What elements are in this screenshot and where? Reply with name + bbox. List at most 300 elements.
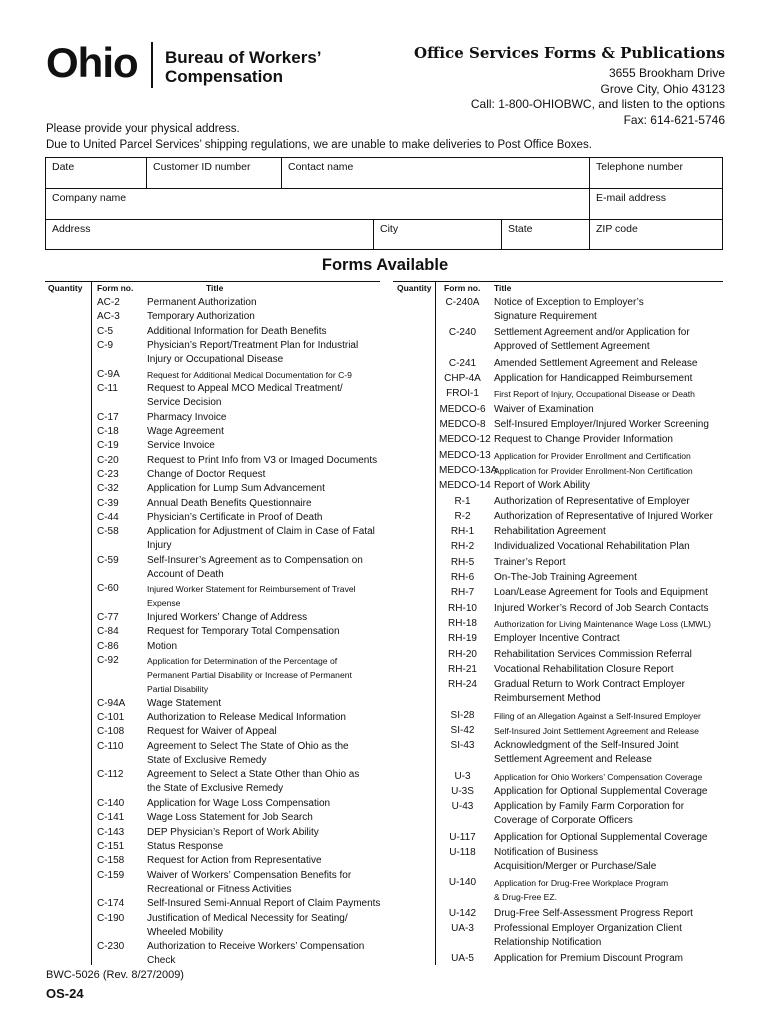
form-row [97, 640, 382, 654]
form-title-line: Authorization to Receive Workers’ Compensation [147, 941, 365, 953]
form-title-line: Permanent Partial Disability or Increase of Permanent [147, 670, 352, 680]
form-row [97, 296, 382, 310]
form-title-line: Wage Agreement [147, 425, 224, 437]
form-title-line: Self-Insurer’s Agreement as to Compensation on [147, 554, 363, 566]
form-title [147, 940, 364, 968]
form-title [147, 310, 255, 324]
form-title-line: Wheeled Mobility [147, 926, 224, 938]
company-name-field[interactable] [46, 189, 590, 220]
form-number: U-118 [449, 846, 476, 858]
form-row [439, 922, 724, 952]
form-number: RH-21 [448, 663, 477, 675]
form-title-line: Acknowledgment of the Self-Insured Joint [494, 740, 679, 752]
form-number: SI-28 [450, 709, 475, 721]
instruction-line-2: Due to United Parcel Services’ shipping regulations, we are unable to make deliveries to Post Office Boxes. [46, 139, 592, 151]
form-title [494, 907, 693, 921]
form-number: MEDCO-8 [439, 419, 486, 430]
form-row [439, 952, 724, 967]
form-number: C-77 [97, 611, 119, 623]
form-title-line: Account of Death [147, 568, 224, 580]
form-title-line: Application for Provider Enrollment and Certification [494, 450, 691, 461]
fax-line: Fax: 614-621-5746 [623, 112, 725, 127]
form-title-line: Recreational or Fitness Activities [147, 883, 292, 895]
form-title-line: Notice of Exception to Employer’s [494, 297, 644, 308]
form-title-line: Professional Employer Organization Client [494, 922, 682, 934]
form-number: C-20 [97, 454, 119, 466]
form-number: C-143 [97, 826, 125, 838]
form-row [97, 854, 382, 868]
form-title-line: Expense [147, 598, 181, 609]
form-number: C-32 [97, 483, 119, 495]
form-row [439, 403, 724, 418]
form-title [147, 468, 265, 482]
form-title-line: the State of Exclusive Remedy [147, 783, 284, 795]
form-row [439, 449, 724, 464]
form-row [97, 439, 382, 453]
form-title [494, 632, 620, 646]
form-title [147, 411, 226, 425]
form-title [147, 640, 177, 654]
bureau-line-2: Compensation [165, 67, 284, 86]
customer-id-field[interactable] [147, 158, 282, 189]
form-title-line: Amended Settlement Agreement and Release [494, 357, 698, 369]
form-title-line: Signature Requirement [494, 311, 597, 322]
form-number: R-1 [454, 495, 471, 507]
form-row [439, 296, 724, 326]
form-title-line: Additional Information for Death Benefits [147, 325, 327, 337]
form-row [439, 602, 724, 617]
form-title-line: Application for Provider Enrollment-Non Certification [494, 465, 693, 476]
form-number: AC-2 [97, 297, 120, 308]
form-number: RH-19 [448, 633, 477, 645]
form-title-line: Relationship Notification [494, 936, 602, 948]
form-title-line: Annual Death Benefits Questionnaire [147, 497, 312, 509]
form-number: C-190 [97, 912, 125, 924]
form-title [494, 678, 685, 706]
forms-available-title: Forms Available [321, 256, 449, 274]
form-number: UA-3 [451, 922, 474, 934]
right-form-header: Form no. [444, 283, 481, 293]
date-field[interactable] [46, 158, 147, 189]
form-title-line: Application for Optional Supplemental Coverage [494, 831, 708, 843]
form-number: C-112 [97, 769, 124, 781]
form-title [494, 739, 679, 767]
office-title: Office Services Forms & Publications [414, 44, 725, 62]
form-row [439, 433, 724, 448]
form-number: C-39 [97, 497, 119, 509]
form-row [97, 711, 382, 725]
form-row [97, 897, 382, 911]
form-number: RH-1 [450, 526, 475, 538]
form-title [494, 571, 637, 585]
form-row [439, 770, 724, 785]
form-number: C-101 [97, 712, 125, 724]
form-row [439, 831, 724, 846]
form-number: R-2 [454, 510, 471, 522]
form-title-line: Application for Optional Supplemental Coverage [494, 785, 708, 797]
form-title [494, 952, 683, 966]
address-line-1: 3655 Brookham Drive [608, 66, 725, 80]
telephone-field[interactable] [590, 158, 722, 189]
form-title [494, 357, 697, 371]
form-row [439, 632, 724, 647]
form-row [97, 869, 382, 897]
left-quantity-header: Quantity [48, 283, 83, 293]
form-title [147, 611, 307, 625]
form-row [439, 785, 724, 800]
form-number: C-241 [448, 357, 477, 369]
form-title-line: Service Invoice [147, 440, 215, 452]
form-title [494, 326, 690, 354]
zip-field[interactable] [590, 220, 722, 249]
form-title-line: Self-Insured Joint Settlement Agreement and Release [494, 725, 699, 736]
form-title [147, 826, 319, 840]
form-number: C-84 [97, 626, 119, 638]
form-title-line: Application for Handicapped Reimbursement [494, 373, 693, 385]
form-row [439, 372, 724, 387]
form-number: RH-5 [450, 556, 475, 568]
form-title [494, 403, 594, 417]
form-row [97, 912, 382, 940]
contact-name-field[interactable] [282, 158, 590, 189]
form-title-line: DEP Physician’s Report of Work Ability [147, 826, 319, 838]
form-row [97, 582, 382, 610]
customer-id-label: Customer ID number [153, 161, 251, 173]
form-title [494, 602, 709, 616]
form-row [97, 940, 382, 968]
address-line-2: Grove City, Ohio 43123 [600, 81, 725, 96]
email-field[interactable] [590, 189, 722, 220]
form-number: C-60 [97, 583, 119, 595]
ohio-logo: Ohio [46, 39, 138, 86]
address-field[interactable] [46, 220, 374, 249]
form-number: C-230 [97, 941, 125, 953]
form-number: RH-24 [448, 679, 477, 691]
form-row [439, 800, 724, 830]
form-title [494, 418, 709, 432]
form-title [147, 912, 348, 940]
form-number: C-108 [97, 726, 125, 738]
form-title [494, 617, 711, 631]
form-title [494, 922, 682, 950]
form-title [147, 840, 223, 854]
form-number: U-142 [448, 907, 477, 919]
form-title-line: Application for Lump Sum Advancement [147, 483, 325, 495]
left-form-header: Form no. [97, 283, 134, 293]
form-title-line: Filing of an Allegation Against a Self-Insured Employer [494, 710, 701, 721]
form-title [494, 510, 713, 524]
form-row [97, 625, 382, 639]
form-row [439, 387, 724, 402]
city-label: City [380, 223, 399, 235]
form-title-line: Request to Print Info from V3 or Imaged Documents [147, 454, 378, 466]
form-number: RH-10 [448, 602, 477, 614]
form-title-line: State of Exclusive Remedy [147, 754, 267, 766]
form-row [97, 840, 382, 854]
form-title [494, 648, 692, 662]
form-title-line: Employer Incentive Contract [494, 633, 620, 645]
form-title-line: Acquisition/Merger or Purchase/Sale [494, 860, 657, 872]
form-title [147, 325, 327, 339]
form-number: MEDCO-12 [439, 434, 491, 446]
form-number: SI-43 [450, 740, 475, 752]
form-title [494, 586, 708, 600]
form-title-line: Authorization of Representative of Injured Worker [494, 510, 713, 522]
left-table-top-rule [45, 281, 380, 282]
form-number: U-3S [451, 785, 474, 797]
form-title-line: Request to Appeal MCO Medical Treatment/ [147, 382, 343, 394]
form-number: CHP-4A [444, 373, 481, 385]
form-title-line: Temporary Authorization [147, 311, 255, 323]
revision-note: BWC-5026 (Rev. 8/27/2009) [46, 969, 184, 981]
form-row [439, 510, 724, 525]
address-form [45, 157, 723, 250]
form-title [147, 382, 343, 410]
form-number: FROI-1 [446, 388, 479, 400]
form-number: C-86 [97, 640, 119, 652]
form-title-line: Status Response [147, 840, 224, 852]
form-title-line: Request for Action from Representative [147, 855, 322, 867]
form-title [147, 296, 257, 310]
form-code: OS-24 [46, 986, 84, 1001]
form-title-line: Settlement Agreement and/or Application for [494, 327, 690, 339]
right-quantity-header: Quantity [397, 283, 432, 293]
form-title-line: Waiver of Examination [494, 403, 594, 415]
form-row [97, 497, 382, 511]
form-row [439, 678, 724, 708]
form-row [439, 479, 724, 494]
form-title [147, 425, 224, 439]
form-title [494, 296, 644, 324]
email-label: E-mail address [596, 192, 667, 204]
form-row [97, 611, 382, 625]
form-number: C-18 [97, 425, 119, 437]
form-title-line: & Drug-Free EZ. [494, 892, 558, 903]
form-row [439, 846, 724, 876]
form-title-line: Request for Waiver of Appeal [147, 726, 277, 738]
form-number: C-9 [97, 340, 114, 352]
form-title-line: Application for Wage Loss Compensation [147, 797, 331, 809]
form-title [147, 482, 325, 496]
form-title-line: Service Decision [147, 396, 222, 408]
form-title [147, 454, 377, 468]
form-title [494, 387, 695, 401]
form-row [97, 740, 382, 768]
form-title-line: Application for Adjustment of Claim in Case of Fatal [147, 526, 375, 538]
form-title [494, 663, 674, 677]
left-title-header: Title [206, 283, 224, 293]
form-row [439, 709, 724, 724]
form-row [97, 797, 382, 811]
company-name-label: Company name [52, 192, 127, 204]
form-row [439, 326, 724, 356]
form-number: MEDCO-14 [439, 480, 491, 492]
form-title [494, 831, 707, 845]
form-row [97, 368, 382, 382]
form-title [494, 372, 692, 386]
form-title-line: Notification of Business [494, 846, 598, 858]
form-title-line: Change of Doctor Request [147, 468, 266, 480]
form-number: C-240A [445, 297, 480, 308]
form-title [147, 654, 352, 696]
form-title-line: Injured Worker Statement for Reimbursement of Travel [147, 584, 356, 595]
form-row [97, 525, 382, 553]
form-number: UA-5 [451, 953, 474, 965]
form-row [439, 418, 724, 433]
form-row [439, 724, 724, 739]
form-row [97, 826, 382, 840]
form-title-line: Loan/Lease Agreement for Tools and Equipment [494, 587, 708, 599]
form-number: C-9A [97, 368, 120, 380]
form-title-line: Settlement Agreement and Release [494, 754, 652, 766]
form-title-line: Injury [147, 540, 172, 552]
form-number: AC-3 [97, 311, 120, 323]
form-title-line: Physician’s Certificate in Proof of Death [147, 511, 323, 523]
form-number: SI-42 [450, 724, 475, 736]
form-title-line: Request for Temporary Total Compensation [147, 626, 340, 638]
form-title-line: Agreement to Select a State Other than Ohio as [147, 769, 360, 781]
form-number: C-240 [448, 327, 477, 339]
form-title [147, 797, 330, 811]
bureau-name [165, 48, 322, 86]
form-title [494, 540, 690, 554]
form-title [147, 582, 356, 610]
form-title-line: Check [147, 955, 176, 967]
form-title [494, 556, 566, 570]
form-row [97, 382, 382, 410]
date-label: Date [52, 161, 75, 173]
address-label: Address [52, 223, 91, 235]
form-title-line: Coverage of Corporate Officers [494, 815, 633, 827]
contact-name-label: Contact name [288, 161, 354, 173]
form-number: C-17 [97, 411, 119, 423]
form-title-line: Pharmacy Invoice [147, 411, 227, 423]
form-number: MEDCO-13 [439, 449, 491, 461]
form-title [147, 711, 346, 725]
state-field[interactable] [502, 220, 590, 249]
form-title-line: Drug-Free Self-Assessment Progress Report [494, 907, 693, 919]
state-label: State [508, 223, 533, 235]
form-title [147, 897, 380, 911]
right-table-top-rule [393, 281, 723, 282]
form-title [147, 697, 221, 711]
form-title-line: Request to Change Provider Information [494, 434, 673, 446]
form-title [494, 785, 707, 799]
form-number: RH-6 [450, 572, 475, 583]
right-title-header: Title [494, 283, 512, 293]
form-title-line: Rehabilitation Services Commission Referral [494, 648, 692, 660]
form-number: C-141 [97, 812, 125, 824]
form-title-line: Rehabilitation Agreement [494, 526, 606, 538]
form-title-line: Authorization to Release Medical Information [147, 712, 346, 724]
form-title [147, 525, 375, 553]
form-row [97, 310, 382, 324]
form-row [97, 697, 382, 711]
form-row [97, 425, 382, 439]
form-row [439, 540, 724, 555]
form-number: RH-2 [450, 541, 475, 553]
call-line: Call: 1-800-OHIOBWC, and listen to the options [470, 97, 725, 111]
form-title-line: Injured Worker’s Record of Job Search Contacts [494, 602, 709, 614]
form-number: C-174 [97, 898, 125, 910]
form-title [147, 740, 349, 768]
instructions [46, 121, 592, 153]
form-title [147, 869, 351, 897]
form-title-line: Waiver of Workers’ Compensation Benefits for [147, 869, 352, 881]
form-row [97, 454, 382, 468]
form-title-line: Physician’s Report/Treatment Plan for Industrial [147, 340, 359, 352]
form-title-line: Reimbursement Method [494, 693, 601, 705]
form-title [494, 525, 606, 539]
form-row [439, 739, 724, 769]
form-row [97, 468, 382, 482]
form-title [494, 479, 590, 493]
form-row [439, 464, 724, 479]
form-title-line: Gradual Return to Work Contract Employer [494, 679, 686, 691]
form-title-line: Application for Drug-Free Workplace Program [494, 878, 669, 889]
logo-divider [151, 42, 153, 88]
form-row [97, 654, 382, 697]
instruction-line-1: Please provide your physical address. [46, 123, 240, 135]
form-number: MEDCO-6 [439, 403, 486, 415]
form-row [97, 768, 382, 796]
form-row [439, 876, 724, 906]
form-number: C-151 [97, 840, 125, 852]
form-row [97, 325, 382, 339]
form-number: U-3 [454, 770, 471, 782]
form-row [97, 339, 382, 367]
form-title-line: Vocational Rehabilitation Closure Report [494, 663, 674, 675]
form-title-line: Justification of Medical Necessity for Seating/ [147, 912, 348, 924]
form-title [494, 495, 690, 509]
form-row [439, 556, 724, 571]
form-row [439, 357, 724, 372]
form-row [97, 511, 382, 525]
form-number: C-59 [97, 554, 119, 566]
form-title [147, 497, 312, 511]
form-title [494, 770, 702, 784]
telephone-label: Telephone number [596, 161, 683, 173]
form-title-line: Individualized Vocational Rehabilitation Plan [494, 541, 690, 553]
form-title-line: Wage Statement [147, 697, 222, 709]
left-quantity-divider [91, 281, 92, 965]
form-number: C-140 [97, 797, 125, 809]
form-title-line: Application for Premium Discount Program [494, 953, 683, 965]
form-title-line: Motion [147, 640, 178, 652]
form-number: C-44 [97, 511, 119, 523]
form-title [494, 449, 691, 463]
form-title [147, 339, 358, 367]
form-title-line: First Report of Injury, Occupational Disease or Death [494, 389, 695, 400]
form-number: RH-7 [450, 587, 475, 599]
form-title [494, 709, 701, 723]
form-row [439, 586, 724, 601]
form-title [147, 368, 352, 382]
city-field[interactable] [374, 220, 502, 249]
form-row [97, 411, 382, 425]
form-number: C-11 [97, 382, 118, 394]
form-title-line: Trainer’s Report [494, 556, 566, 568]
form-row [97, 725, 382, 739]
form-row [439, 648, 724, 663]
form-row [439, 571, 724, 586]
form-title-line: Injury or Occupational Disease [147, 354, 284, 366]
zip-label: ZIP code [596, 223, 638, 235]
form-number: U-140 [448, 877, 477, 889]
form-row [439, 525, 724, 540]
form-number: C-19 [97, 440, 119, 452]
form-number: C-158 [97, 855, 125, 867]
